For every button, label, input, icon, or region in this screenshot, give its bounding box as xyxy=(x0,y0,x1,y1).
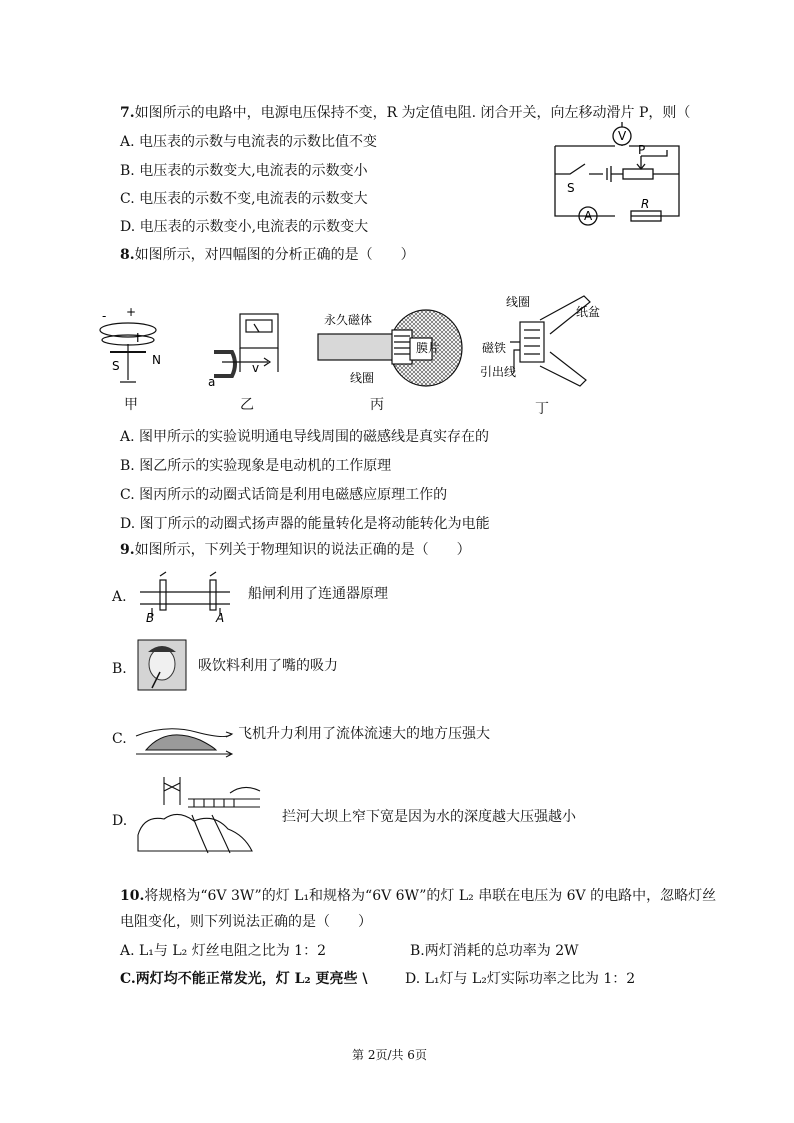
q7-stem xyxy=(120,104,690,122)
bing-magnet-label: 永久磁体 xyxy=(324,313,373,327)
q9-option-c-letter: C. xyxy=(112,731,127,747)
q8-stem-text: 如图所示，对四幅图的分析正确的是（ ） xyxy=(134,247,415,263)
bing-coil-label: 线圈 xyxy=(350,371,375,385)
ship-lock-b-label: B xyxy=(146,611,155,625)
q10-number: 10. xyxy=(120,888,145,904)
q9-drinking-photo xyxy=(138,640,186,690)
q9-option-b-text: 吸饮料利用了嘴的吸力 xyxy=(198,658,338,674)
q8-caption-jia: 甲 xyxy=(124,397,138,413)
q9-option-a-letter: A. xyxy=(112,589,127,605)
q9-option-c-text: 飞机升力利用了流体流速大的地方压强大 xyxy=(238,726,490,742)
q7-circuit-diagram xyxy=(545,122,685,222)
q8-option-c: C. 图丙所示的动圈式话筒是利用电磁感应原理工作的 xyxy=(120,487,448,503)
page-footer: 第 2页/共 6页 xyxy=(352,1048,427,1062)
q9-number: 9. xyxy=(120,542,135,558)
q8-caption-yi: 乙 xyxy=(240,397,254,413)
q7-option-d: D. 电压表的示数变小,电流表的示数变大 xyxy=(120,219,369,235)
q8-caption-bing: 丙 xyxy=(370,397,384,413)
q7-stem-text: 如图所示的电路中，电源电压保持不变，R 为定值电阻. 闭合开关，向左移动滑片 P，则（ xyxy=(134,105,691,121)
yi-a-label: a xyxy=(208,375,216,389)
q9-wing-figure xyxy=(136,718,236,758)
q9-dam-figure xyxy=(134,775,269,857)
q7-option-b: B. 电压表的示数变大,电流表的示数变小 xyxy=(120,163,368,179)
q10-stem-text-1: 将规格为“6V 3W”的灯 L₁和规格为“6V 6W”的灯 L₂ 串联在电压为 6V 的电路中，忽略灯丝 xyxy=(144,888,717,904)
ding-coil-label: 线圈 xyxy=(506,295,531,309)
q8-stem xyxy=(120,246,415,264)
q10-option-c: C.两灯均不能正常发光，灯 L₂ 更亮些 \ xyxy=(120,971,368,987)
q8-figure-ding xyxy=(480,290,610,402)
jia-minus-label: - xyxy=(102,309,107,323)
q9-stem-text: 如图所示，下列关于物理知识的说法正确的是（ ） xyxy=(134,542,471,558)
q8-option-d: D. 图丁所示的动圈式扬声器的能量转化是将动能转化为电能 xyxy=(120,516,490,532)
q8-option-a: A. 图甲所示的实验说明通电导线周围的磁感线是真实存在的 xyxy=(120,429,490,445)
q7-resistor-label: R xyxy=(641,197,650,211)
bing-diaphragm-label: 膜片 xyxy=(416,341,441,355)
q8-option-b: B. 图乙所示的实验现象是电动机的工作原理 xyxy=(120,458,392,474)
q9-option-a-text: 船闸利用了连通器原理 xyxy=(248,586,388,602)
jia-s-label: S xyxy=(112,359,120,373)
q7-option-c: C. 电压表的示数不变,电流表的示数变大 xyxy=(120,191,368,207)
q9-ship-lock-figure xyxy=(140,570,234,625)
q9-option-d-letter: D. xyxy=(112,813,128,829)
q7-slider-label: P xyxy=(638,143,646,157)
q9-option-d-text: 拦河大坝上窄下宽是因为水的深度越大压强越小 xyxy=(282,809,576,825)
q10-stem-line1 xyxy=(120,887,716,905)
ding-lead-label: 引出线 xyxy=(480,365,517,379)
q9-option-b-letter: B. xyxy=(112,661,127,677)
q10-option-b: B.两灯消耗的总功率为 2W xyxy=(410,943,579,959)
q7-switch-label: S xyxy=(567,181,575,195)
jia-n-label: N xyxy=(152,353,161,367)
q8-caption-ding: 丁 xyxy=(535,401,549,417)
ship-lock-a-label: A xyxy=(216,611,225,625)
ding-magnet-label: 磁铁 xyxy=(482,341,507,355)
q7-voltmeter-label: V xyxy=(618,129,627,143)
q10-stem-line2: 电阻变化，则下列说法正确的是（ ） xyxy=(120,914,372,930)
jia-plus-label: + xyxy=(126,305,137,319)
q7-ammeter-label: A xyxy=(584,209,593,223)
q8-number: 8. xyxy=(120,247,135,263)
q10-option-a: A. L₁与 L₂ 灯丝电阻之比为 1：2 xyxy=(120,943,326,959)
jia-current-label: I xyxy=(136,331,140,345)
q8-figure-bing xyxy=(310,300,470,390)
q10-option-d: D. L₁灯与 L₂灯实际功率之比为 1：2 xyxy=(405,971,636,987)
q8-figure-jia xyxy=(98,305,168,390)
q8-figure-yi xyxy=(200,312,290,388)
q7-number: 7. xyxy=(120,105,135,121)
q7-option-a: A. 电压表的示数与电流表的示数比值不变 xyxy=(120,134,378,150)
q9-stem xyxy=(120,541,471,559)
yi-v-label: v xyxy=(252,361,260,375)
ding-cone-label: 纸盆 xyxy=(576,305,601,319)
